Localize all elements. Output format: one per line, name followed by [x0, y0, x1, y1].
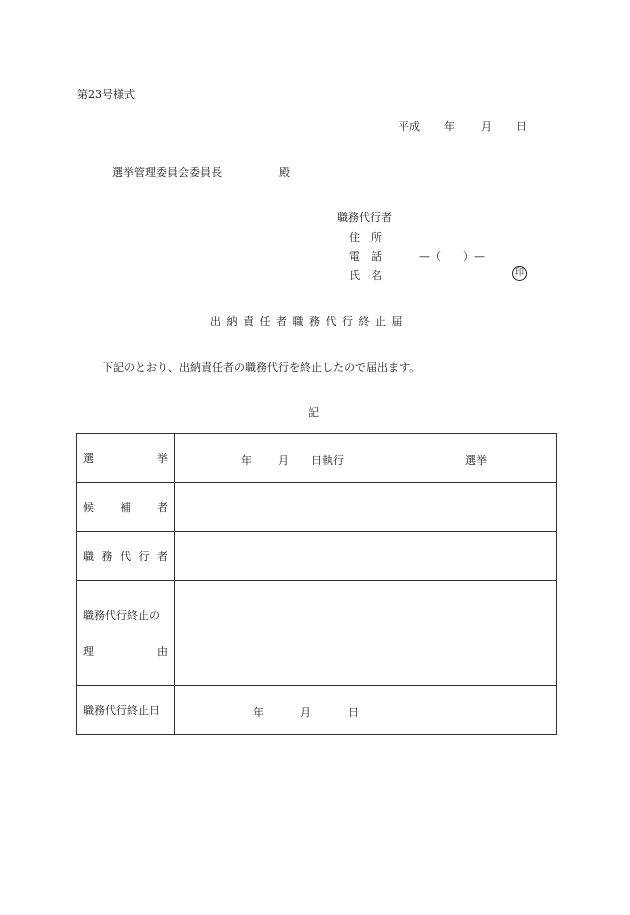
agent-label — [77, 532, 175, 581]
address-label: 住 所 — [349, 231, 382, 244]
label-char: 代 — [120, 550, 131, 563]
label-char: 者 — [157, 550, 168, 563]
date-day: 日 — [516, 120, 527, 133]
election-month: 月 — [278, 454, 289, 467]
election-suffix: 選挙 — [465, 454, 487, 467]
reporter-heading: 職務代行者 — [337, 211, 392, 224]
end-date-label — [77, 686, 175, 735]
seal-mark: 印 — [512, 266, 527, 281]
end-date-month: 月 — [300, 706, 311, 719]
ki-marker: 記 — [308, 406, 319, 419]
label-char: 候 — [83, 501, 94, 514]
body-text: 下記のとおり、出納責任者の職務代行を終止したので届出ます。 — [102, 361, 421, 374]
reason-label-line1: 職務代行終止の — [83, 609, 160, 622]
phone-format: —（ ）— — [419, 250, 485, 263]
date-era: 平成 — [398, 120, 420, 133]
label-char: 務 — [101, 550, 113, 563]
row-candidate — [77, 483, 557, 532]
row-reason — [77, 581, 557, 686]
row-agent — [77, 532, 557, 581]
row-election — [77, 434, 557, 483]
end-date-day: 日 — [348, 706, 359, 719]
addressee-honorific: 殿 — [279, 166, 290, 179]
election-value[interactable] — [175, 434, 557, 483]
reason-value[interactable] — [175, 581, 557, 686]
phone-label: 電 話 — [349, 250, 382, 263]
label-char: 職 — [83, 550, 94, 563]
election-year: 年 — [241, 454, 252, 467]
election-label — [77, 434, 175, 483]
label-char: 挙 — [157, 452, 168, 465]
form-number: 第23号様式 — [77, 88, 135, 101]
end-date-value[interactable] — [175, 686, 557, 735]
form-table — [76, 433, 557, 735]
label-char: 行 — [138, 550, 150, 563]
agent-value[interactable] — [175, 532, 557, 581]
label-char: 者 — [157, 501, 168, 514]
election-day: 日執行 — [311, 454, 344, 467]
row-end-date — [77, 686, 557, 735]
label-char: 理 — [83, 645, 94, 658]
label-char: 補 — [120, 501, 131, 514]
label-char: 由 — [157, 645, 168, 658]
date-year: 年 — [444, 120, 455, 133]
label-char: 選 — [83, 452, 94, 465]
addressee-name: 選挙管理委員会委員長 — [112, 166, 222, 179]
candidate-value[interactable] — [175, 483, 557, 532]
reason-label — [77, 581, 175, 686]
candidate-label — [77, 483, 175, 532]
end-date-year: 年 — [253, 706, 264, 719]
end-date-label-text: 職務代行終止日 — [83, 704, 160, 717]
name-label: 氏 名 — [349, 269, 382, 282]
document-title: 出納責任者職務代行終止届 — [210, 315, 408, 328]
date-month: 月 — [481, 120, 492, 133]
